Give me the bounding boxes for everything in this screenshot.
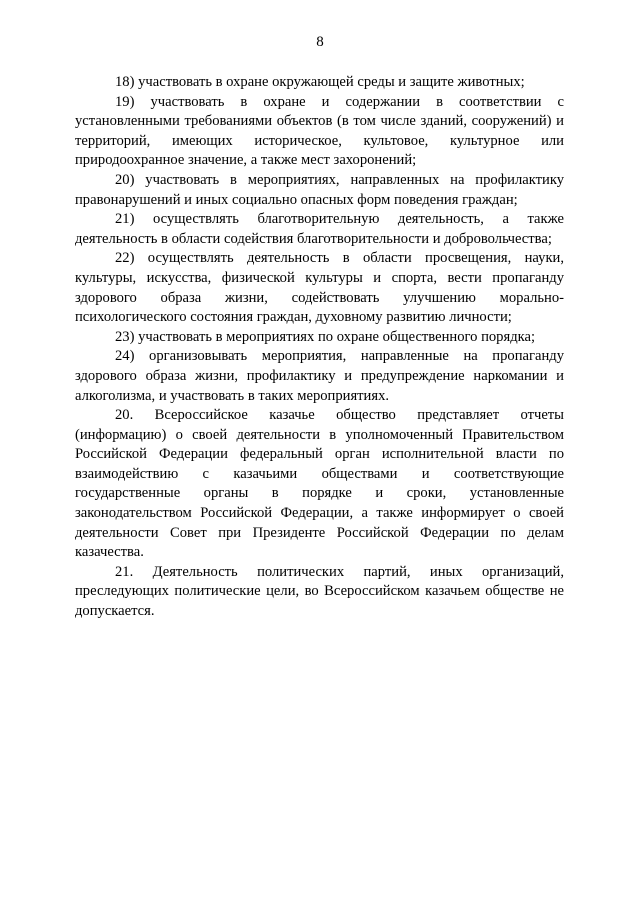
list-item-19: 19) участвовать в охране и содержании в соответствии с установленными требованиями объектов (в том числе зданий, сооружений) и территорий, имеющих историческое, культовое, культурное или природоохранное значение, а также мест захоронений; [75,93,564,169]
page-number: 8 [316,34,324,50]
clause-20: 20. Всероссийское казачье общество представляет отчеты (информацию) о своей деятельности в уполномоченный Правительством Российской Федерации федеральный орган исполнительной власти по взаимодействию с казачьими обществами и соответствующие государственные органы в порядке и сроки, установленные законодательством Российской Федерации, а также информирует о своей деятельности Совет при Президенте Российской Федерации по делам казачества. [75,407,564,561]
list-item-24: 24) организовывать мероприятия, направленные на пропаганду здорового образа жизни, профилактику и предупреждение наркомании и алкоголизма, и участвовать в таких мероприятиях. [75,348,564,404]
list-item-21: 21) осуществлять благотворительную деятельность, а также деятельность в области содействия благотворительности и добровольчества; [75,211,564,247]
clause-21: 21. Деятельность политических партий, иных организаций, преследующих политические цели, во Всероссийском казачьем обществе не допускается. [75,563,564,620]
list-item-20: 20) участвовать в мероприятиях, направленных на профилактику правонарушений и иных социально опасных форм поведения граждан; [75,171,564,208]
list-item-18: 18) участвовать в охране окружающей среды и защите животных; [115,74,525,90]
document-body [75,73,564,622]
list-item-23: 23) участвовать в мероприятиях по охране общественного порядка; [115,328,536,345]
list-item-22: 22) осуществлять деятельность в области просвещения, науки, культуры, искусства, физической культуры и спорта, вести пропаганду здорового образа жизни, содействовать улучшению морально-психологического состояния граждан, духовному развитию личности; [75,250,564,326]
